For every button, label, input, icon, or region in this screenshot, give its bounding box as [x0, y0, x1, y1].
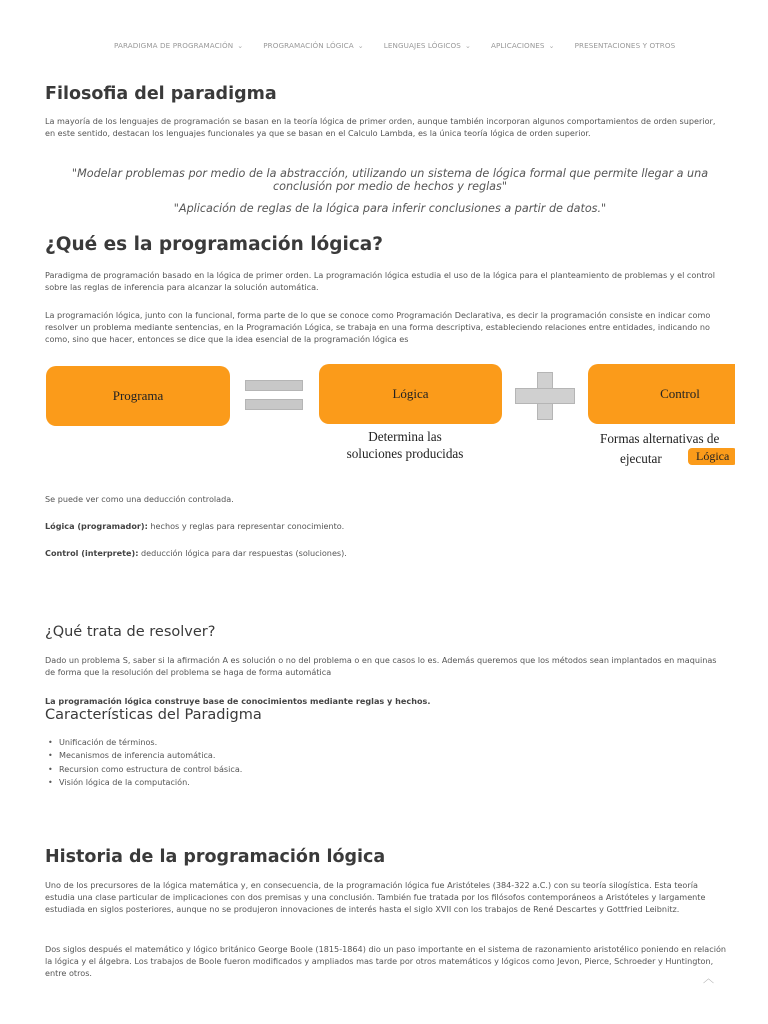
- control-text: deducción lógica para dar respuestas (soluciones).: [138, 548, 347, 558]
- diagram-box-programa: Programa: [46, 366, 230, 426]
- site-logo[interactable]: [44, 44, 102, 56]
- resolver-bold-line: La programación lógica construye base de conocimientos mediante reglas y hechos.: [45, 696, 431, 706]
- section-title-que-es: ¿Qué es la programación lógica?: [45, 234, 384, 255]
- nav-item-label: PROGRAMACIÓN LÓGICA: [263, 41, 354, 50]
- chevron-down-icon: ⌄: [464, 41, 471, 50]
- historia-paragraph-2: Dos siglos después el matemático y lógico británico George Boole (1815-1864) dio un paso importante en el sistema de razonamiento aristotélico poniendo en relación la lógica y el álgebra. Los trabajos de Boole fueron modificados y ampliados mas tarde por otros matemáticos y lógicos como Jevon, Pierce, Schroeder y Huntington, entre otros.: [45, 944, 727, 978]
- filosofia-paragraph: La mayoría de los lenguajes de programación se basan en la teoría lógica de primer orden, aunque también incorporan algunos comportamientos de orden superior, en este sentido, destacan los lenguajes funcionales ya que se basan en el Calculo Lambda, es la única teoría lógica de orden superior.: [45, 116, 716, 138]
- chevron-down-icon: ⌄: [548, 41, 555, 50]
- equals-sign-top: [245, 380, 303, 391]
- caption-logica-line-2: soluciones producidas: [346, 446, 464, 461]
- diagram-box-control: Control: [588, 364, 735, 424]
- quote-2: "Aplicación de reglas de la lógica para inferir conclusiones a partir de datos.": [173, 202, 607, 215]
- caracteristicas-list: [48, 736, 242, 789]
- nav-item-programacion-logica[interactable]: [263, 41, 364, 50]
- list-item: • Recursion como estructura de control básica.: [48, 763, 242, 776]
- caption-control-line-1: Formas alternativas de: [600, 431, 720, 446]
- diagram-box-logica: Lógica: [319, 364, 502, 424]
- logica-definition: [45, 520, 725, 532]
- logica-label: Lógica (programador):: [45, 521, 148, 531]
- chevron-down-icon: ⌄: [357, 41, 364, 50]
- list-item: • Mecanismos de inferencia automática.: [48, 749, 242, 762]
- top-navigation: [0, 0, 768, 92]
- list-item: • Visión lógica de la computación.: [48, 776, 242, 789]
- historia-paragraph-1: Uno de los precursores de la lógica matemática y, en consecuencia, de la programación lógica fue Aristóteles (384-322 a.C.) con su teoría silogística. Esta teoría estudia una clase particular de implicaciones con dos premisas y una conclusión. También fue tratada por los filósofos contemporáneos a Aristóteles y largamente estudiada en siglos posteriores, aunque no se produjeron innovaciones de interés hasta el siglo XVII con los trabajos de René Descartes y Gottfried Leibnitz.: [45, 880, 706, 914]
- que-es-paragraph-2: La programación lógica, junto con la funcional, forma parte de lo que se conoce como Programación Declarativa, es decir la programación consiste en indicar como resolver un problema mediante sentencias, en la Programación Lógica, se trabaja en una forma descriptiva, estableciendo relaciones entre entidades, indicando no como, sino que hacer, entonces se dice que la idea esencial de la programación lógica es: [45, 310, 711, 344]
- nav-item-label: APLICACIONES: [490, 41, 545, 50]
- section-title-filosofia: Filosofia del paradigma: [45, 84, 277, 104]
- quote-1: "Modelar problemas por medio de la abstracción, utilizando un sistema de lógica formal que permite llegar a una conclusión por medio de hechos y reglas": [71, 167, 709, 193]
- nav-item-label: LENGUAJES LÓGICOS: [383, 41, 461, 50]
- caption-control-logica-badge: Lógica: [688, 448, 735, 465]
- nav-item-presentaciones[interactable]: [575, 41, 676, 50]
- resolver-paragraph: Dado un problema S, saber si la afirmación A es solución o no del problema o en que casos lo es. Además queremos que los métodos sean implantados en maquinas de forma que la resolución del problema se haga de forma automática: [45, 655, 717, 677]
- control-definition: [45, 547, 725, 559]
- nav-item-lenguajes[interactable]: [384, 41, 471, 50]
- deduccion-line: Se puede ver como una deducción controlada.: [45, 494, 234, 504]
- plus-sign-horizontal: [515, 388, 575, 404]
- equals-sign-bottom: [245, 399, 303, 410]
- caption-logica: [315, 428, 495, 462]
- logic-diagram: [45, 360, 735, 472]
- chevron-down-icon: ⌄: [237, 41, 244, 50]
- list-item: • Unificación de términos.: [48, 736, 242, 749]
- scroll-to-top-chevron-icon[interactable]: ︿: [703, 972, 714, 985]
- nav-item-aplicaciones[interactable]: [491, 41, 555, 50]
- section-title-historia: Historia de la programación lógica: [45, 847, 386, 867]
- nav-item-label: PRESENTACIONES Y OTROS: [574, 41, 676, 50]
- nav-item-label: PARADIGMA DE PROGRAMACIÓN: [114, 41, 234, 50]
- section-title-resolver: ¿Qué trata de resolver?: [45, 624, 216, 640]
- nav-menu: [114, 41, 695, 50]
- caption-control-line-2: ejecutar: [620, 451, 662, 466]
- control-label: Control (interprete):: [45, 548, 139, 558]
- nav-item-paradigma[interactable]: [114, 41, 243, 50]
- caption-logica-line-1: Determina las: [368, 429, 442, 444]
- section-title-caracteristicas: Características del Paradigma: [45, 707, 262, 723]
- que-es-paragraph-1: Paradigma de programación basado en la lógica de primer orden. La programación lógica estudia el uso de la lógica para el planteamiento de problemas y el control sobre las reglas de inferencia para alcanzar la solución automática.: [45, 270, 715, 292]
- logica-text: hechos y reglas para representar conocimiento.: [147, 521, 345, 531]
